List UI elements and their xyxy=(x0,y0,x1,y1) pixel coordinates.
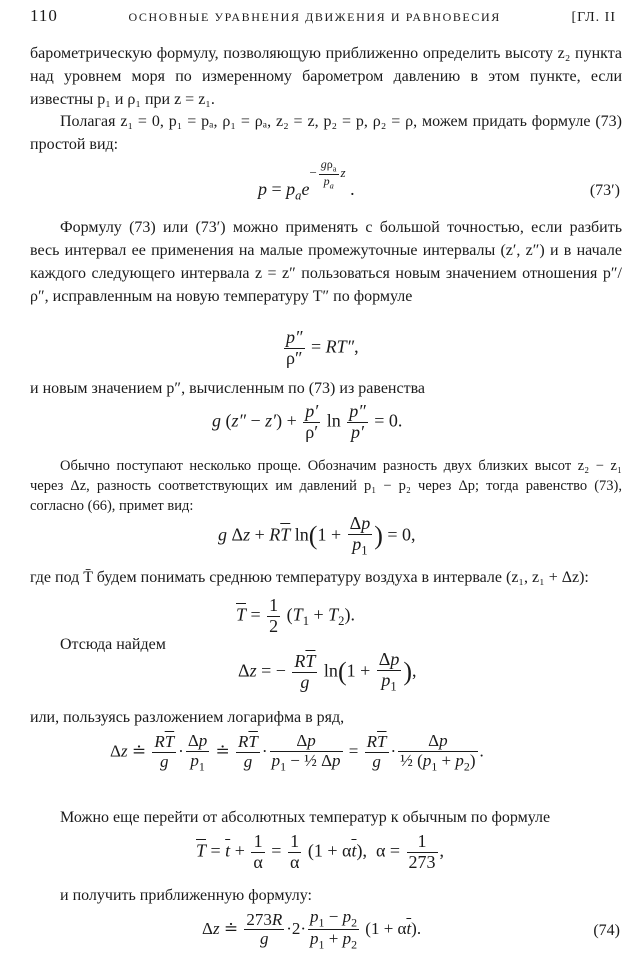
equation-mean-temperature: $\overline{T}$ = $\frac{1}{2}$ $(T_1 + T_2)$. xyxy=(236,595,355,636)
paragraph-10: и получить приближенную формулу: xyxy=(60,887,312,904)
running-title: ОСНОВНЫЕ УРАВНЕНИЯ ДВИЖЕНИЯ И РАВНОВЕСИЯ xyxy=(128,10,501,24)
page-number: 110 xyxy=(30,6,58,25)
paragraph-8: или, пользуясь разложением логарифма в ряд, xyxy=(30,709,345,726)
equation-74: Δz ≐ $\frac{273R}{g}$ ·2· $\frac{p_1 - p_2}{p_1 + p_2}$ $(1 + \alpha\overline{t})$. xyxy=(202,907,422,952)
equation-number-74: (74) xyxy=(593,922,620,939)
paragraph-1: барометрическую формулу, позволяющую приближенно определить высоту z₂ пункта над уровнем моря по измеренному барометром давлению в этом пункте, если известны p₁ и ρ₁ при z = z₁. xyxy=(30,45,622,108)
equation-series-expansion: Δz ≐ $\frac{R\overline{T}}{g}$ · $\frac{\Delta p}{p_1}$ ≐ $\frac{R\overline{T}}{g}$ · $\frac{\Delta p}{p_1 - \frac{1}{2} \Delta p}$ = $\frac{R\overline{T}}{g}$ · $\frac{\Delta p}{\frac{1}{2} (p_1 + p_2)}$ . xyxy=(110,731,484,774)
equation-delta-z-solved: Δz = − $\frac{R\overline{T}}{g}$ ln(1 + $\frac{\Delta p}{p_1}$ ), xyxy=(238,649,417,694)
equation-temperature-conversion: $\overline{T} = \overline{t}$ + $\frac{1}{\alpha}$ = $\frac{1}{\alpha}$ $(1 + \alpha\overline{t})$, α = $\frac{1}{273}$ , xyxy=(196,831,445,872)
equation-delta-z: g $\Delta z + R\overline{T}$ ln(1 + $\frac{\Delta p}{p_1}$ ) = 0, xyxy=(218,513,416,558)
equation-73-prime: $p = p_ae^{- g\rho_a p_a z}$ . xyxy=(258,157,355,203)
paragraph-9: Можно еще перейти от абсолютных температур к обычным по формуле xyxy=(60,809,551,826)
paragraph-5: Обычно поступают несколько проще. Обозначим разность двух близких высот z₂ − z₁ через Δz, разность соответствующих им давлений p₁ − p₂ через Δp; тогда равенство (73), согласно (66), примет вид: xyxy=(30,458,622,514)
chapter-marker: [ГЛ. II xyxy=(571,10,616,25)
paragraph-7: Отсюда найдем xyxy=(60,636,166,653)
equation-g-difference: g (z″ − z′) + $\frac{p'}{\rho'}$ ln $\frac{p''}{p'}$ = 0. xyxy=(212,401,403,442)
equation-number-73-prime: (73′) xyxy=(589,182,620,199)
paragraph-4: и новым значением p″, вычисленным по (73) из равенства xyxy=(30,380,426,397)
paragraph-3: Формулу (73) или (73′) можно применять с большой точностью, если разбить весь интервал ее применения на малые промежуточные интервалы (z′, z″) и в начале каждого следующего интервала z = z″ пользоваться новым значением отношения p″/ρ″, исправленным на новую температуру T″ по формуле xyxy=(30,219,622,305)
paragraph-6: где под T̄ будем понимать среднюю температуру воздуха в интервале (z₁, z₁ + Δz): xyxy=(30,569,589,586)
running-header xyxy=(30,6,616,28)
paragraph-2: Полагая z₁ = 0, p₁ = pₐ, ρ₁ = ρₐ, z₂ = z, p₂ = p, ρ₂ = ρ, можем придать формуле (73) простой вид: xyxy=(30,113,622,153)
equation-ideal-gas: $\frac{p''}{\rho''}$ = RT″, xyxy=(286,327,359,368)
